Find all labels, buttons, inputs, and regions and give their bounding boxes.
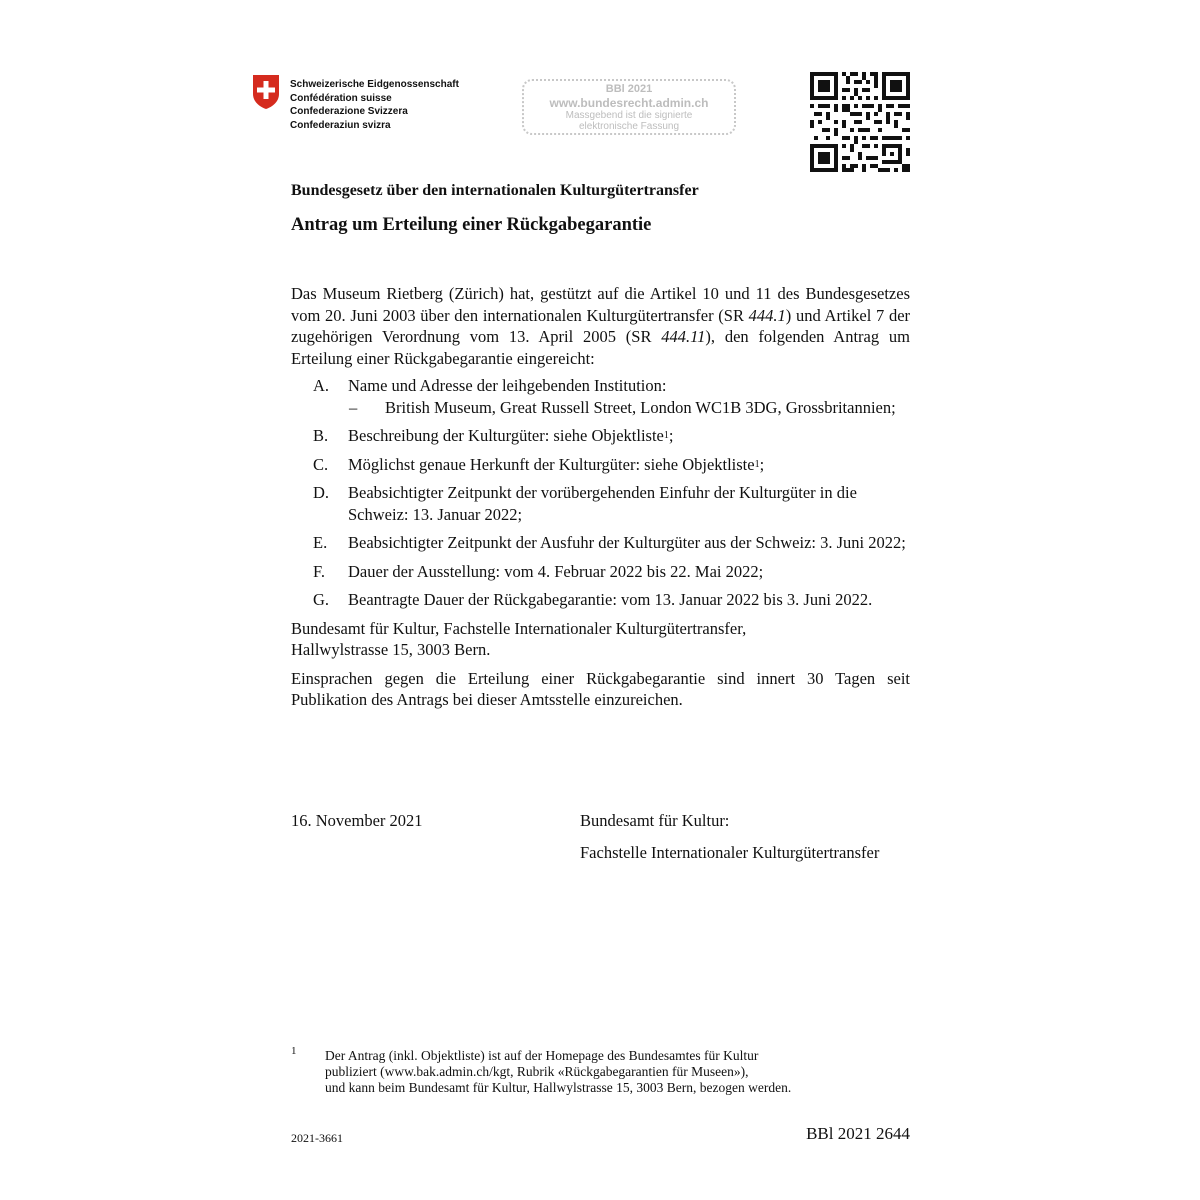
footnote-number: 1 <box>291 1045 297 1057</box>
office-address <box>291 618 910 661</box>
publication-stamp <box>522 79 736 135</box>
intro-text-1: Das Museum Rietberg (Zürich) hat, gestützt auf die Artikel 10 und 11 des Bundesgesetzes vom 20. Juni 2003 über den internationalen Kulturgütertransfer (SR <box>291 284 910 325</box>
item-text: Möglichst genaue Herkunft der Kulturgüter: siehe Objektliste <box>348 454 755 474</box>
list-item <box>291 561 910 583</box>
footnote-line: und kann beim Bundesamt für Kultur, Hallwylstrasse 15, 3003 Bern, bezogen werden. <box>325 1080 792 1095</box>
sub-item <box>348 397 910 419</box>
office-line-1: Bundesamt für Kultur, Fachstelle Internationaler Kulturgütertransfer, <box>291 618 747 638</box>
qr-code-icon <box>810 72 910 172</box>
item-label: D. <box>313 483 330 502</box>
item-text-end: ; <box>668 426 674 445</box>
confederation-names <box>290 78 459 132</box>
footnote-line: Der Antrag (inkl. Objektliste) ist auf der Homepage des Bundesamtes für Kultur <box>325 1048 759 1063</box>
stamp-line-4: elektronische Fassung <box>578 121 680 132</box>
confederation-line-rm: Confederaziun svizra <box>290 119 391 131</box>
item-label: A. <box>313 376 330 395</box>
office-line-2: Hallwylstrasse 15, 3003 Bern. <box>291 640 491 659</box>
sub-item-text: British Museum, Great Russell Street, London WC1B 3DG, Grossbritannien; <box>385 397 896 417</box>
footnote-ref: 1 <box>663 430 669 441</box>
act-title: Bundesgesetz über den internationalen Kulturgütertransfer <box>291 182 699 199</box>
document-title: Antrag um Erteilung einer Rückgabegarantie <box>291 215 652 235</box>
item-text: Name und Adresse der leihgebenden Institution: <box>348 376 667 395</box>
item-label: F. <box>313 561 325 581</box>
stamp-line-2: www.bundesrecht.admin.ch <box>549 96 709 110</box>
list-item <box>291 375 910 418</box>
sr-number-1: 444.1 <box>748 305 786 325</box>
footnote-line: publiziert (www.bak.admin.ch/kgt, Rubrik «Rückgabegarantien für Museen»), <box>325 1064 749 1079</box>
intro-text-2: ) und Artikel 7 der zugehörigen Verordnung vom 13. April 2005 (SR <box>291 305 911 346</box>
list-item <box>291 454 910 476</box>
sub-item-dash: – <box>349 397 358 417</box>
item-label: B. <box>313 426 329 445</box>
sr-number-2: 444.11 <box>661 327 706 346</box>
document-date: 16. November 2021 <box>291 811 423 830</box>
confederation-line-it: Confederazione Svizzera <box>290 106 408 117</box>
confederation-line-de: Schweizerische Eidgenossenschaft <box>290 79 459 90</box>
item-text: Beabsichtigter Zeitpunkt der Ausfuhr der Kulturgüter aus der Schweiz: 3. Juni 2022; <box>348 533 906 552</box>
item-text: Beabsichtigter Zeitpunkt der vorübergehenden Einfuhr der Kulturgüter in die Schweiz: 13. Januar 2022; <box>348 483 857 524</box>
list-item <box>291 425 910 447</box>
swiss-crest-icon <box>252 74 280 110</box>
publication-reference: BBl 2021 2644 <box>806 1124 910 1143</box>
item-text: Dauer der Ausstellung: vom 4. Februar 2022 bis 22. Mai 2022; <box>348 561 764 581</box>
footnote-ref: 1 <box>754 458 760 470</box>
item-text: Beantragte Dauer der Rückgabegarantie: vom 13. Januar 2022 bis 3. Juni 2022. <box>348 590 873 609</box>
list-item <box>291 589 910 611</box>
list-item <box>291 532 910 554</box>
item-text-end: ; <box>759 454 765 474</box>
objection-paragraph: Einsprachen gegen die Erteilung einer Rückgabegarantie sind innert 30 Tagen seit Publikation des Antrags bei dieser Amtsstelle einzureichen. <box>291 668 910 709</box>
item-label: E. <box>313 533 328 552</box>
stamp-line-3: Massgebend ist die signierte <box>565 110 693 121</box>
document-reference: 2021-3661 <box>291 1131 343 1145</box>
intro-text-3: ), den folgenden Antrag um Erteilung einer Rückgabegarantie eingereicht: <box>291 327 910 368</box>
confederation-line-fr: Confédération suisse <box>290 92 392 104</box>
list-item <box>291 482 910 525</box>
stamp-line-1: BBl 2021 <box>605 83 653 95</box>
document-body <box>291 283 910 718</box>
signature-authority: Bundesamt für Kultur: <box>580 811 730 830</box>
item-text: Beschreibung der Kulturgüter: siehe Objektliste <box>348 426 664 445</box>
item-label: G. <box>313 590 330 609</box>
signature-department: Fachstelle Internationaler Kulturgütertransfer <box>580 843 880 862</box>
footnote-text <box>325 1048 915 1096</box>
application-items <box>291 375 910 611</box>
item-label: C. <box>313 454 329 474</box>
intro-paragraph <box>291 283 910 369</box>
